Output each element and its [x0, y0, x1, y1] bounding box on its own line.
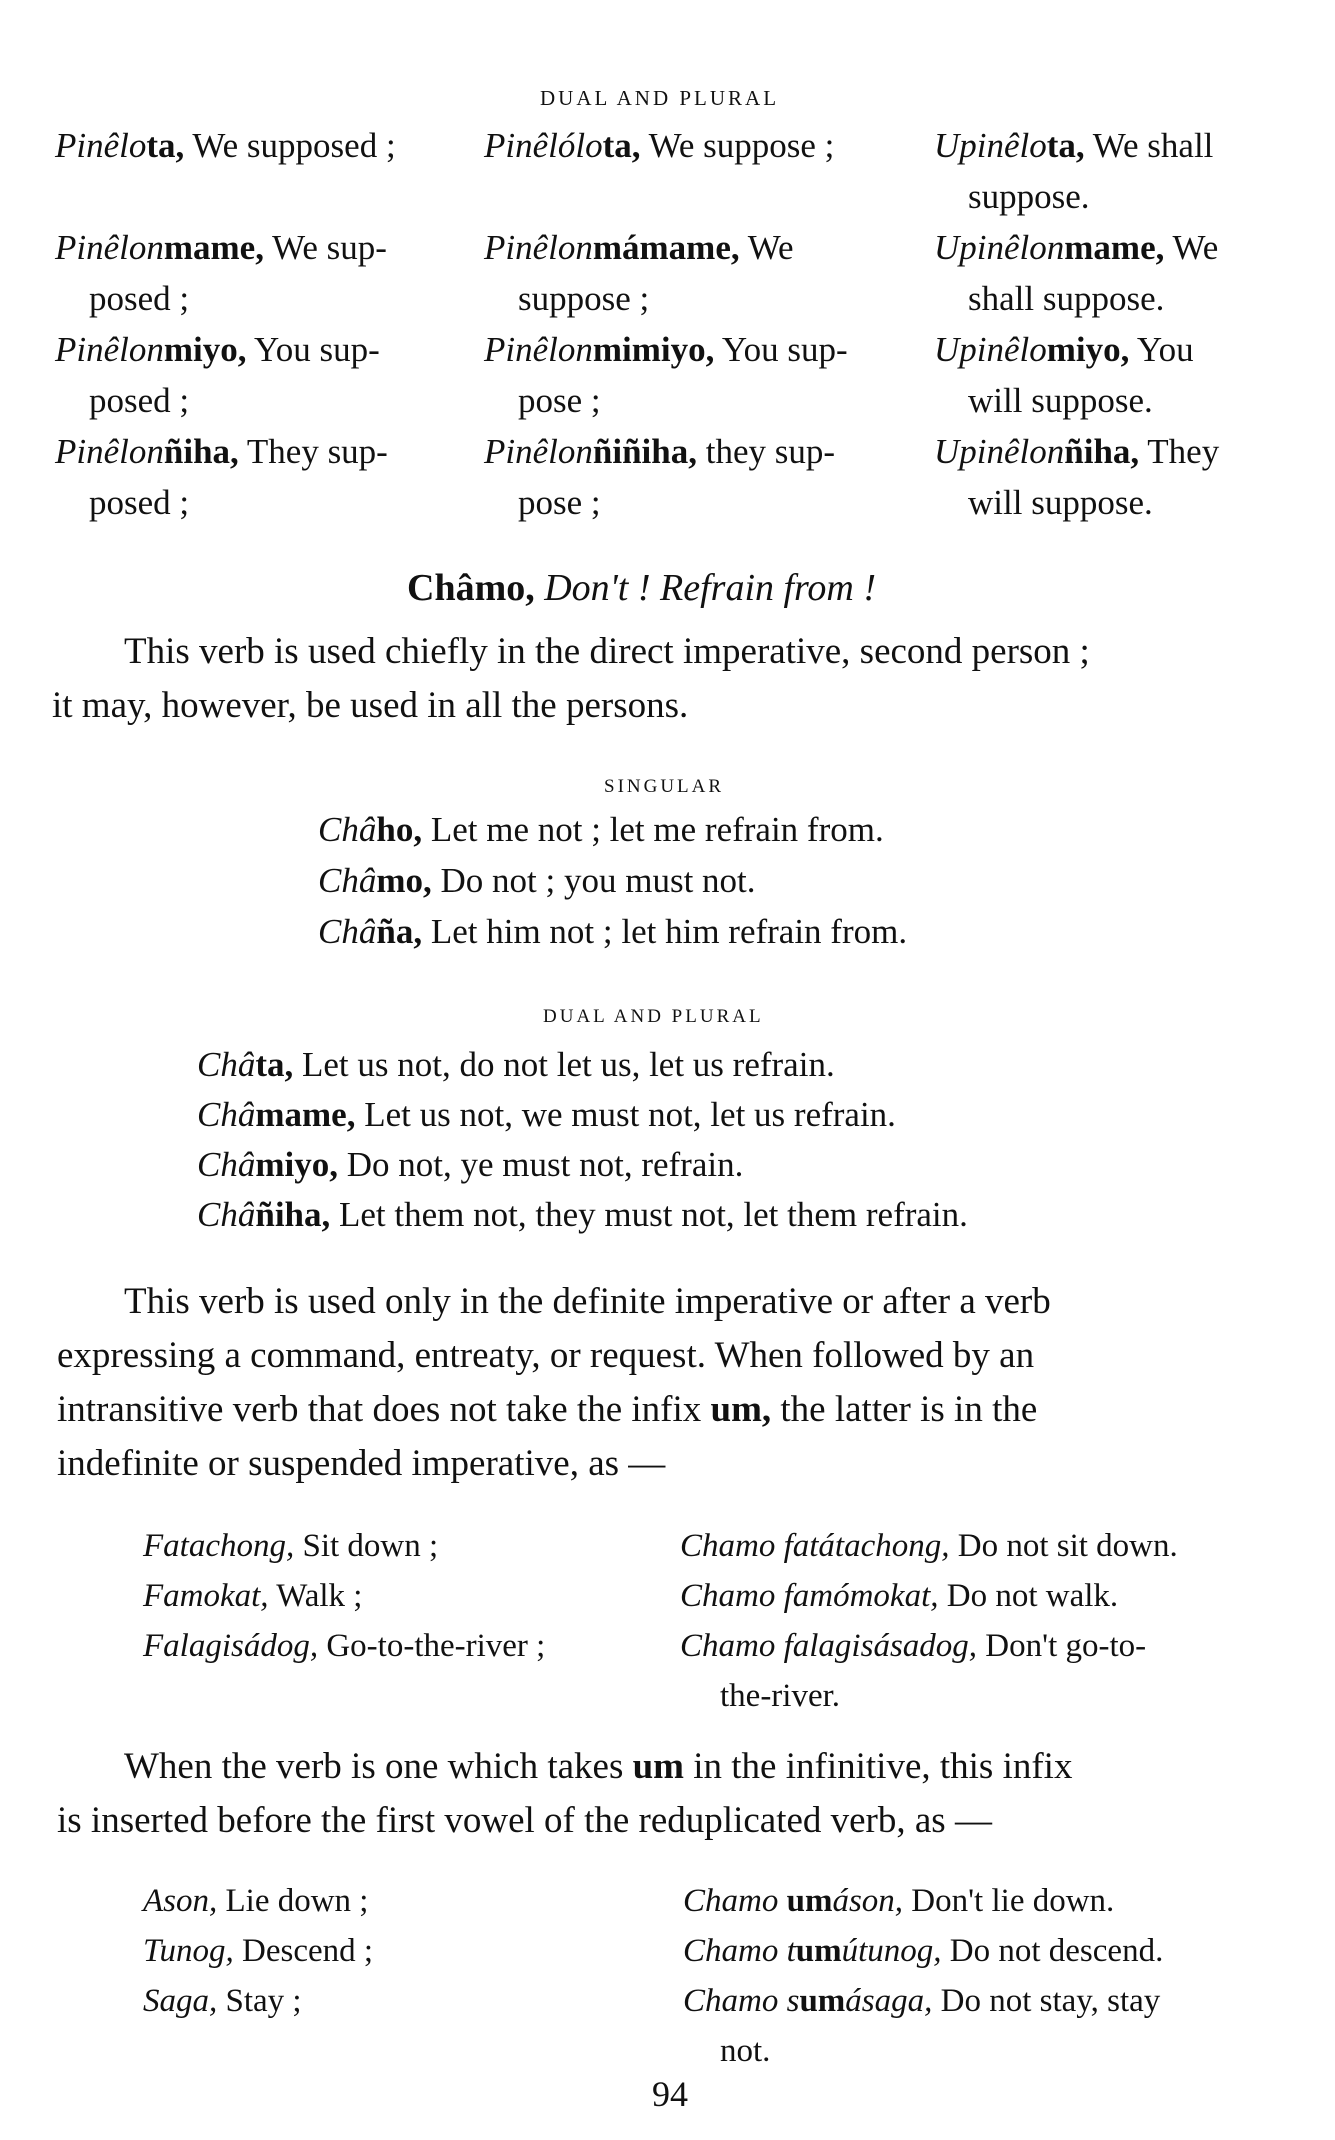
- conjugation-cell-future: [934, 222, 1218, 324]
- example-negative-verb: Chamo falagisásadog,: [680, 1628, 978, 1664]
- verb-stem: Pinêlólo: [484, 126, 603, 165]
- verb-ending: ho,: [376, 810, 423, 849]
- conjugation-cell-past: [55, 120, 396, 171]
- verb-ending: miyo,: [255, 1145, 338, 1184]
- verb-stem: Pinêlon: [484, 330, 593, 369]
- conjugation-cell-future: [934, 426, 1219, 528]
- example-gloss: Walk ;: [268, 1578, 363, 1614]
- conjugation-cell-past: [55, 324, 380, 426]
- example-negative: [683, 1976, 1160, 2026]
- verb-ending: mame,: [255, 1095, 356, 1134]
- verb-gloss: They: [1139, 432, 1220, 471]
- example-negative-gloss: Do not descend.: [941, 1933, 1164, 1969]
- verb-ending: ñiha,: [255, 1195, 331, 1234]
- verb-stem: Pinêlon: [484, 228, 593, 267]
- verb-stem: Châ: [197, 1145, 256, 1184]
- verb-stem: Châ: [318, 861, 377, 900]
- verb-gloss: Let him not ; let him refrain from.: [422, 912, 908, 951]
- usage-line-1: This verb is used only in the definite imperative or after a verb: [124, 1281, 1051, 1322]
- section-header-dual-plural-2: DUAL AND PLURAL: [543, 1006, 764, 1027]
- verb-ending: ña,: [376, 912, 423, 951]
- um-line-1-c: in the infinitive, this infix: [684, 1746, 1073, 1787]
- verb-gloss-continued: suppose ;: [518, 279, 650, 318]
- example-negative-gloss-continued: the-river.: [720, 1678, 841, 1714]
- example-negative-gloss: Don't lie down.: [903, 1883, 1115, 1919]
- example-negative-verb-stem: áson,: [832, 1883, 904, 1919]
- verb-gloss-continued: will suppose.: [968, 483, 1153, 522]
- example-verb: Famokat,: [143, 1578, 269, 1614]
- conjugation-line: [484, 120, 834, 171]
- conjugation-line: [484, 324, 848, 375]
- conjugation-line: [934, 426, 1219, 477]
- usage-line-3-a: intransitive verb that does not take the infix: [57, 1389, 711, 1430]
- verb-gloss: Let them not, they must not, let them refrain.: [330, 1195, 968, 1234]
- plural-form-item: [197, 1195, 968, 1235]
- example-verb: Falagisádog,: [143, 1628, 319, 1664]
- verb-ending: mimiyo,: [592, 330, 715, 369]
- conjugation-cell-present: [484, 222, 794, 324]
- example-negative-gloss: Don't go-to-: [977, 1628, 1147, 1664]
- infix-um: um,: [710, 1389, 772, 1430]
- um-line-1-a: When the verb is one which takes: [124, 1746, 633, 1787]
- verb-gloss: You sup-: [246, 330, 380, 369]
- example-gloss: Sit down ;: [294, 1528, 439, 1564]
- verb-ending: ñiñiha,: [592, 432, 697, 471]
- example-negative-gloss: Do not sit down.: [949, 1528, 1178, 1564]
- verb-stem: Châ: [318, 912, 377, 951]
- verb-gloss: Let us not, do not let us, let us refrain.: [293, 1045, 835, 1084]
- verb-ending: mame,: [163, 228, 264, 267]
- example-negative-verb-prefix: Chamo s: [683, 1983, 800, 2019]
- um-line-2: is inserted before the first vowel of the reduplicated verb, as —: [57, 1800, 992, 1841]
- conjugation-cell-future: [934, 324, 1194, 426]
- section-header-singular: SINGULAR: [604, 776, 725, 797]
- verb-stem: Pinêlon: [484, 432, 593, 471]
- conjugation-cell-present: [484, 324, 848, 426]
- example-imperative: [143, 1621, 545, 1671]
- verb-gloss-continued: posed ;: [89, 483, 190, 522]
- conjugation-line: [484, 222, 794, 273]
- conjugation-cell-past: [55, 426, 388, 528]
- verb-gloss: We: [739, 228, 794, 267]
- verb-gloss: We shall: [1084, 126, 1214, 165]
- verb-gloss-continued: will suppose.: [968, 381, 1153, 420]
- example-negative: [680, 1521, 1178, 1571]
- conjugation-line: [934, 324, 1194, 375]
- singular-form-item: [318, 912, 907, 952]
- example-imperative: [143, 1876, 368, 1926]
- conjugation-line: [55, 324, 380, 375]
- verb-gloss: You sup-: [714, 330, 848, 369]
- example-verb: Tunog,: [143, 1933, 234, 1969]
- section-header-dual-plural: DUAL AND PLURAL: [540, 86, 780, 110]
- example-imperative: [143, 1926, 373, 1976]
- conjugation-line: [55, 426, 388, 477]
- verb-stem: Upinêlon: [934, 228, 1065, 267]
- singular-form-item: [318, 810, 884, 850]
- conjugation-cell-present: [484, 426, 835, 528]
- example-negative: [680, 1621, 1146, 1671]
- chamo-heading: [407, 566, 876, 610]
- verb-stem: Pinêlon: [55, 228, 164, 267]
- verb-gloss: Let me not ; let me refrain from.: [422, 810, 884, 849]
- verb-stem: Châ: [197, 1045, 256, 1084]
- conjugation-cell-future: [934, 120, 1213, 222]
- example-infix-um: um: [786, 1883, 833, 1919]
- example-negative-verb-stem: útunog,: [841, 1933, 942, 1969]
- example-negative-verb-prefix: Chamo: [683, 1883, 787, 1919]
- verb-stem: Pinêlo: [55, 126, 147, 165]
- example-verb: Saga,: [143, 1983, 218, 2019]
- example-verb: Ason,: [143, 1883, 218, 1919]
- verb-stem: Châ: [197, 1095, 256, 1134]
- plural-form-item: [197, 1045, 835, 1085]
- example-negative-gloss: Do not stay, stay: [932, 1983, 1161, 2019]
- verb-stem: Pinêlon: [55, 432, 164, 471]
- conjugation-line: [934, 120, 1213, 171]
- verb-gloss-continued: pose ;: [518, 381, 601, 420]
- chamo-heading-word: Châmo,: [407, 567, 535, 609]
- conjugation-line: [55, 222, 387, 273]
- verb-gloss: Let us not, we must not, let us refrain.: [355, 1095, 896, 1134]
- example-negative-verb: Chamo famómokat,: [680, 1578, 939, 1614]
- verb-stem: Upinêlo: [934, 126, 1047, 165]
- verb-ending: miyo,: [1046, 330, 1130, 369]
- verb-gloss-continued: posed ;: [89, 279, 190, 318]
- verb-gloss: We suppose ;: [640, 126, 835, 165]
- verb-gloss: Do not ; you must not.: [431, 861, 756, 900]
- example-imperative: [143, 1976, 302, 2026]
- example-negative-gloss: Do not walk.: [938, 1578, 1119, 1614]
- chamo-heading-gloss: Don't ! Refrain from !: [544, 567, 877, 609]
- conjugation-cell-present: [484, 120, 834, 171]
- verb-gloss: We sup-: [263, 228, 387, 267]
- conjugation-line: [484, 426, 835, 477]
- plural-form-item: [197, 1145, 743, 1185]
- verb-ending: mame,: [1064, 228, 1165, 267]
- verb-ending: ta,: [602, 126, 641, 165]
- example-negative: [680, 1571, 1118, 1621]
- example-negative-verb-stem: ásaga,: [845, 1983, 933, 2019]
- verb-ending: miyo,: [163, 330, 247, 369]
- usage-line-4: indefinite or suspended imperative, as —: [57, 1443, 666, 1484]
- example-gloss: Lie down ;: [217, 1883, 369, 1919]
- verb-stem: Châ: [318, 810, 377, 849]
- um-line-1: [124, 1739, 1072, 1794]
- verb-gloss-continued: shall suppose.: [968, 279, 1165, 318]
- usage-line-3-c: the latter is in the: [771, 1389, 1038, 1430]
- verb-stem: Upinêlo: [934, 330, 1047, 369]
- singular-form-item: [318, 861, 756, 901]
- verb-gloss: They sup-: [238, 432, 388, 471]
- chamo-intro-line-1: This verb is used chiefly in the direct imperative, second person ;: [124, 631, 1090, 672]
- verb-ending: ñiha,: [163, 432, 239, 471]
- verb-ending: ta,: [1046, 126, 1085, 165]
- plural-form-item: [197, 1095, 896, 1135]
- example-imperative: [143, 1521, 438, 1571]
- conjugation-line: [55, 120, 396, 171]
- conjugation-cell-past: [55, 222, 387, 324]
- example-negative-verb: Chamo fatátachong,: [680, 1528, 950, 1564]
- verb-gloss: We supposed ;: [184, 126, 396, 165]
- verb-ending: mo,: [376, 861, 432, 900]
- conjugation-line: [934, 222, 1218, 273]
- usage-line-3: [57, 1382, 1037, 1437]
- example-negative-verb-prefix: Chamo t: [683, 1933, 796, 1969]
- example-verb: Fatachong,: [143, 1528, 295, 1564]
- verb-gloss: Do not, ye must not, refrain.: [338, 1145, 744, 1184]
- example-infix-um: um: [799, 1983, 846, 2019]
- infix-um-2: um: [632, 1746, 684, 1787]
- verb-stem: Upinêlon: [934, 432, 1065, 471]
- example-gloss: Go-to-the-river ;: [318, 1628, 546, 1664]
- example-negative: [683, 1876, 1114, 1926]
- example-infix-um: um: [795, 1933, 842, 1969]
- example-gloss: Stay ;: [217, 1983, 302, 2019]
- verb-ending: mámame,: [592, 228, 740, 267]
- verb-gloss: We: [1164, 228, 1219, 267]
- chamo-intro-line-2: it may, however, be used in all the persons.: [52, 685, 689, 726]
- example-negative: [683, 1926, 1163, 1976]
- verb-stem: Pinêlon: [55, 330, 164, 369]
- usage-line-2: expressing a command, entreaty, or request. When followed by an: [57, 1335, 1035, 1376]
- example-gloss: Descend ;: [233, 1933, 374, 1969]
- verb-ending: ta,: [146, 126, 185, 165]
- example-imperative: [143, 1571, 362, 1621]
- verb-ending: ta,: [255, 1045, 294, 1084]
- verb-gloss-continued: posed ;: [89, 381, 190, 420]
- example-negative-gloss-continued: not.: [720, 2033, 771, 2069]
- page-number: 94: [652, 2074, 688, 2114]
- verb-gloss: You: [1129, 330, 1194, 369]
- verb-stem: Châ: [197, 1195, 256, 1234]
- verb-ending: ñiha,: [1064, 432, 1140, 471]
- verb-gloss: they sup-: [696, 432, 836, 471]
- verb-gloss-continued: pose ;: [518, 483, 601, 522]
- verb-gloss-continued: suppose.: [968, 177, 1090, 216]
